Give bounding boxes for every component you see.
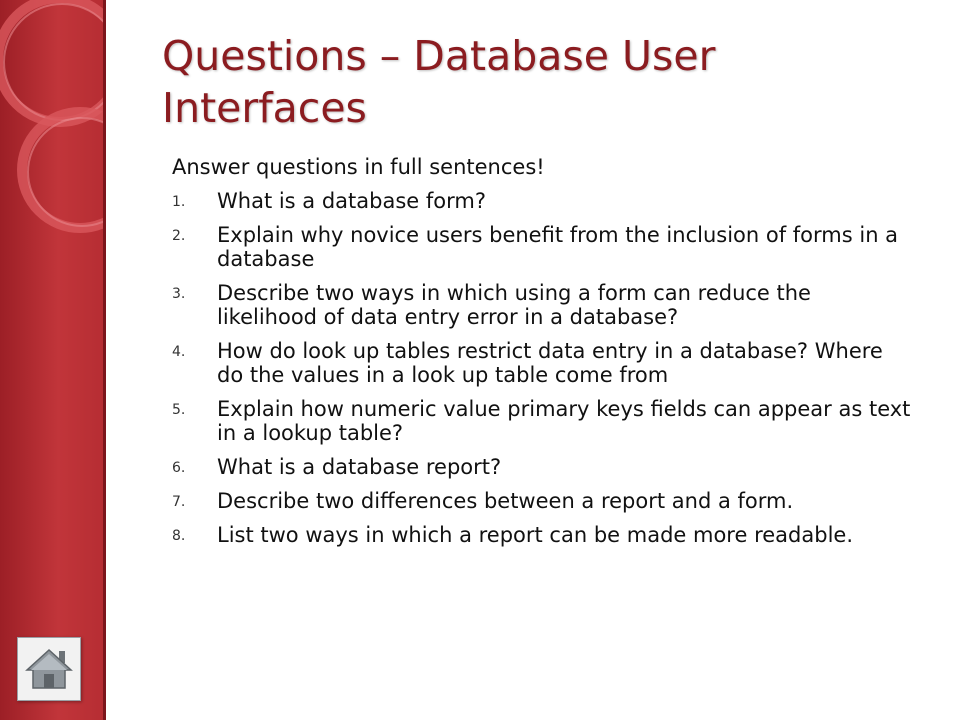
question-item: [172, 189, 912, 213]
question-item: [172, 523, 912, 547]
question-number: 3.: [172, 286, 186, 302]
question-number: 4.: [172, 344, 186, 360]
home-icon: [25, 647, 73, 691]
question-number: 2.: [172, 228, 186, 244]
question-text: List two ways in which a report can be made more readable.: [217, 523, 853, 547]
question-item: [172, 455, 912, 479]
question-item: [172, 223, 912, 271]
question-number: 5.: [172, 402, 186, 418]
intro-text: Answer questions in full sentences!: [172, 155, 545, 179]
home-button[interactable]: [17, 637, 81, 701]
question-text: How do look up tables restrict data entry in a database? Where do the values in a look up table come from: [217, 339, 883, 387]
question-number: 6.: [172, 460, 186, 476]
slide-content: [172, 154, 912, 557]
question-item: [172, 397, 912, 445]
question-number: 8.: [172, 528, 186, 544]
question-text: Describe two differences between a report and a form.: [217, 489, 794, 513]
question-text: Describe two ways in which using a form can reduce the likelihood of data entry error in a database?: [217, 281, 811, 329]
question-text: What is a database form?: [217, 189, 486, 213]
sidebar-decoration: [0, 0, 106, 720]
question-item: [172, 281, 912, 329]
question-number: 7.: [172, 494, 186, 510]
sidebar-edge: [103, 0, 106, 720]
question-number: 1.: [172, 194, 186, 210]
question-item: [172, 489, 912, 513]
question-item: [172, 339, 912, 387]
slide-title: Questions – Database User Interfaces: [162, 32, 716, 132]
question-text: Explain why novice users benefit from the inclusion of forms in a database: [217, 223, 899, 271]
question-text: What is a database report?: [217, 455, 502, 479]
question-list: [172, 189, 912, 547]
decorative-rings: [0, 0, 106, 720]
question-text: Explain how numeric value primary keys fields can appear as text in a lookup table?: [217, 397, 911, 445]
